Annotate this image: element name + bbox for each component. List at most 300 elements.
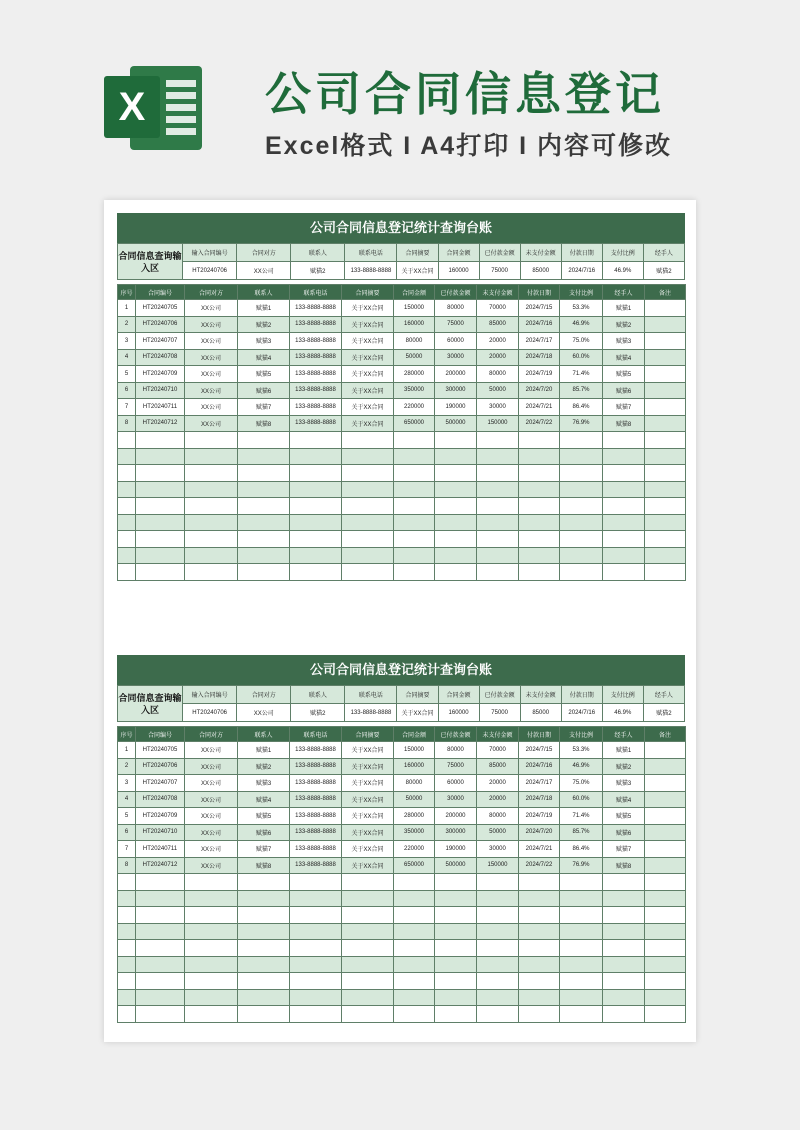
table-cell[interactable]: 关于XX合同: [342, 333, 394, 350]
empty-cell[interactable]: [136, 481, 185, 498]
empty-cell[interactable]: [645, 531, 686, 548]
empty-cell[interactable]: [342, 547, 394, 564]
query-input-cell[interactable]: HT20240706: [183, 704, 237, 722]
table-cell[interactable]: 赋猫4: [603, 349, 645, 366]
empty-cell[interactable]: [238, 531, 290, 548]
table-cell[interactable]: 53.3%: [560, 300, 603, 317]
empty-cell[interactable]: [136, 973, 185, 990]
empty-cell[interactable]: [394, 989, 435, 1006]
table-cell[interactable]: 关于XX合同: [342, 841, 394, 858]
empty-cell[interactable]: [560, 547, 603, 564]
table-cell[interactable]: 30000: [435, 791, 477, 808]
empty-cell[interactable]: [238, 989, 290, 1006]
table-cell[interactable]: XX公司: [185, 742, 238, 759]
empty-cell[interactable]: [342, 890, 394, 907]
table-cell[interactable]: 80000: [477, 366, 519, 383]
empty-cell[interactable]: [645, 481, 686, 498]
empty-cell[interactable]: [185, 940, 238, 957]
table-cell[interactable]: 关于XX合同: [342, 366, 394, 383]
table-cell[interactable]: XX公司: [185, 399, 238, 416]
empty-cell[interactable]: [435, 547, 477, 564]
empty-cell[interactable]: [603, 923, 645, 940]
empty-cell[interactable]: [477, 1006, 519, 1023]
empty-cell[interactable]: [560, 432, 603, 449]
empty-cell[interactable]: [342, 973, 394, 990]
empty-cell[interactable]: [477, 940, 519, 957]
empty-cell[interactable]: [185, 890, 238, 907]
empty-cell[interactable]: [342, 498, 394, 515]
table-cell[interactable]: 30000: [435, 349, 477, 366]
empty-cell[interactable]: [519, 1006, 560, 1023]
empty-cell[interactable]: [435, 481, 477, 498]
empty-cell[interactable]: [394, 465, 435, 482]
empty-cell[interactable]: [136, 989, 185, 1006]
table-cell[interactable]: 80000: [477, 808, 519, 825]
table-cell[interactable]: 赋猫6: [238, 382, 290, 399]
table-cell[interactable]: 76.9%: [560, 857, 603, 874]
table-cell[interactable]: 关于XX合同: [342, 382, 394, 399]
empty-cell[interactable]: [645, 547, 686, 564]
query-input-cell[interactable]: 85000: [520, 262, 561, 280]
empty-cell[interactable]: [560, 989, 603, 1006]
table-cell[interactable]: 赋猫1: [238, 300, 290, 317]
table-cell[interactable]: 赋猫3: [238, 775, 290, 792]
empty-cell[interactable]: [603, 940, 645, 957]
table-cell[interactable]: 关于XX合同: [342, 300, 394, 317]
table-cell[interactable]: 500000: [435, 415, 477, 432]
empty-cell[interactable]: [519, 531, 560, 548]
table-cell[interactable]: 85.7%: [560, 824, 603, 841]
empty-cell[interactable]: [645, 874, 686, 891]
table-cell[interactable]: 133-8888-8888: [290, 399, 342, 416]
empty-cell[interactable]: [118, 989, 136, 1006]
empty-cell[interactable]: [118, 956, 136, 973]
empty-cell[interactable]: [118, 973, 136, 990]
table-cell[interactable]: 关于XX合同: [342, 742, 394, 759]
table-cell[interactable]: [645, 808, 686, 825]
empty-cell[interactable]: [645, 923, 686, 940]
table-cell[interactable]: [645, 415, 686, 432]
empty-cell[interactable]: [118, 465, 136, 482]
empty-cell[interactable]: [238, 465, 290, 482]
table-cell[interactable]: 80000: [394, 775, 435, 792]
empty-cell[interactable]: [185, 907, 238, 924]
table-cell[interactable]: 赋猫8: [603, 857, 645, 874]
table-cell[interactable]: XX公司: [185, 791, 238, 808]
table-cell[interactable]: 2024/7/16: [519, 316, 560, 333]
empty-cell[interactable]: [290, 940, 342, 957]
table-cell[interactable]: 50000: [477, 382, 519, 399]
empty-cell[interactable]: [238, 498, 290, 515]
table-cell[interactable]: 71.4%: [560, 366, 603, 383]
empty-cell[interactable]: [394, 956, 435, 973]
empty-cell[interactable]: [603, 907, 645, 924]
query-input-cell[interactable]: 75000: [479, 262, 520, 280]
empty-cell[interactable]: [645, 465, 686, 482]
empty-cell[interactable]: [477, 432, 519, 449]
table-cell[interactable]: XX公司: [185, 382, 238, 399]
table-cell[interactable]: 85000: [477, 758, 519, 775]
empty-cell[interactable]: [394, 890, 435, 907]
empty-cell[interactable]: [238, 940, 290, 957]
empty-cell[interactable]: [136, 465, 185, 482]
table-cell[interactable]: [645, 841, 686, 858]
empty-cell[interactable]: [519, 514, 560, 531]
empty-cell[interactable]: [290, 547, 342, 564]
empty-cell[interactable]: [238, 514, 290, 531]
table-cell[interactable]: 20000: [477, 775, 519, 792]
empty-cell[interactable]: [519, 564, 560, 581]
table-cell[interactable]: 1: [118, 742, 136, 759]
empty-cell[interactable]: [435, 874, 477, 891]
empty-cell[interactable]: [342, 465, 394, 482]
table-cell[interactable]: 133-8888-8888: [290, 791, 342, 808]
empty-cell[interactable]: [435, 498, 477, 515]
empty-cell[interactable]: [645, 1006, 686, 1023]
table-cell[interactable]: 75000: [435, 316, 477, 333]
empty-cell[interactable]: [290, 432, 342, 449]
empty-cell[interactable]: [477, 956, 519, 973]
table-cell[interactable]: HT20240705: [136, 300, 185, 317]
empty-cell[interactable]: [342, 874, 394, 891]
empty-cell[interactable]: [560, 907, 603, 924]
empty-cell[interactable]: [477, 923, 519, 940]
table-cell[interactable]: 赋猫8: [238, 415, 290, 432]
empty-cell[interactable]: [118, 448, 136, 465]
table-cell[interactable]: 关于XX合同: [342, 791, 394, 808]
empty-cell[interactable]: [290, 1006, 342, 1023]
table-cell[interactable]: 133-8888-8888: [290, 333, 342, 350]
table-cell[interactable]: 赋猫4: [603, 791, 645, 808]
empty-cell[interactable]: [435, 564, 477, 581]
table-cell[interactable]: 500000: [435, 857, 477, 874]
empty-cell[interactable]: [136, 907, 185, 924]
empty-cell[interactable]: [477, 498, 519, 515]
table-cell[interactable]: 2024/7/21: [519, 399, 560, 416]
empty-cell[interactable]: [645, 432, 686, 449]
table-cell[interactable]: 赋猫8: [603, 415, 645, 432]
empty-cell[interactable]: [185, 1006, 238, 1023]
query-input-cell[interactable]: 160000: [438, 704, 479, 722]
table-cell[interactable]: 75.0%: [560, 333, 603, 350]
table-cell[interactable]: 关于XX合同: [342, 349, 394, 366]
empty-cell[interactable]: [477, 890, 519, 907]
empty-cell[interactable]: [290, 973, 342, 990]
empty-cell[interactable]: [603, 973, 645, 990]
table-cell[interactable]: 2024/7/15: [519, 300, 560, 317]
empty-cell[interactable]: [290, 448, 342, 465]
empty-cell[interactable]: [519, 448, 560, 465]
table-cell[interactable]: 2024/7/19: [519, 808, 560, 825]
table-cell[interactable]: 300000: [435, 824, 477, 841]
empty-cell[interactable]: [519, 907, 560, 924]
empty-cell[interactable]: [477, 547, 519, 564]
table-cell[interactable]: 70000: [477, 300, 519, 317]
empty-cell[interactable]: [519, 498, 560, 515]
empty-cell[interactable]: [603, 531, 645, 548]
table-cell[interactable]: HT20240708: [136, 791, 185, 808]
empty-cell[interactable]: [136, 1006, 185, 1023]
table-cell[interactable]: 60000: [435, 333, 477, 350]
table-cell[interactable]: 50000: [394, 791, 435, 808]
empty-cell[interactable]: [645, 907, 686, 924]
query-input-cell[interactable]: 赋猫2: [291, 704, 345, 722]
table-cell[interactable]: 71.4%: [560, 808, 603, 825]
empty-cell[interactable]: [560, 973, 603, 990]
table-cell[interactable]: 86.4%: [560, 399, 603, 416]
table-cell[interactable]: HT20240711: [136, 841, 185, 858]
table-cell[interactable]: 6: [118, 382, 136, 399]
empty-cell[interactable]: [394, 498, 435, 515]
query-input-cell[interactable]: 75000: [479, 704, 520, 722]
empty-cell[interactable]: [342, 956, 394, 973]
table-cell[interactable]: HT20240709: [136, 808, 185, 825]
table-cell[interactable]: [645, 824, 686, 841]
empty-cell[interactable]: [238, 956, 290, 973]
empty-cell[interactable]: [394, 448, 435, 465]
table-cell[interactable]: 赋猫5: [603, 366, 645, 383]
query-input-cell[interactable]: 关于XX合同: [397, 262, 438, 280]
empty-cell[interactable]: [603, 448, 645, 465]
table-cell[interactable]: 2024/7/20: [519, 382, 560, 399]
empty-cell[interactable]: [519, 923, 560, 940]
empty-cell[interactable]: [342, 989, 394, 1006]
empty-cell[interactable]: [342, 531, 394, 548]
table-cell[interactable]: 133-8888-8888: [290, 841, 342, 858]
empty-cell[interactable]: [238, 448, 290, 465]
table-cell[interactable]: XX公司: [185, 316, 238, 333]
table-cell[interactable]: 关于XX合同: [342, 415, 394, 432]
empty-cell[interactable]: [519, 874, 560, 891]
table-cell[interactable]: XX公司: [185, 775, 238, 792]
table-cell[interactable]: HT20240712: [136, 857, 185, 874]
query-input-cell[interactable]: 46.9%: [602, 262, 643, 280]
table-cell[interactable]: 赋猫6: [238, 824, 290, 841]
table-cell[interactable]: 80000: [394, 333, 435, 350]
table-cell[interactable]: 2024/7/18: [519, 791, 560, 808]
empty-cell[interactable]: [290, 890, 342, 907]
empty-cell[interactable]: [645, 973, 686, 990]
empty-cell[interactable]: [645, 940, 686, 957]
empty-cell[interactable]: [519, 940, 560, 957]
empty-cell[interactable]: [560, 940, 603, 957]
table-cell[interactable]: 20000: [477, 333, 519, 350]
table-cell[interactable]: 赋猫1: [603, 742, 645, 759]
table-cell[interactable]: 46.9%: [560, 758, 603, 775]
table-cell[interactable]: 3: [118, 333, 136, 350]
empty-cell[interactable]: [477, 907, 519, 924]
table-cell[interactable]: 赋猫3: [603, 333, 645, 350]
empty-cell[interactable]: [394, 923, 435, 940]
table-cell[interactable]: 20000: [477, 349, 519, 366]
table-cell[interactable]: 2024/7/19: [519, 366, 560, 383]
empty-cell[interactable]: [477, 973, 519, 990]
empty-cell[interactable]: [477, 531, 519, 548]
table-cell[interactable]: 133-8888-8888: [290, 382, 342, 399]
table-cell[interactable]: 75.0%: [560, 775, 603, 792]
table-cell[interactable]: HT20240712: [136, 415, 185, 432]
empty-cell[interactable]: [118, 481, 136, 498]
empty-cell[interactable]: [118, 923, 136, 940]
query-input-cell[interactable]: XX公司: [237, 704, 291, 722]
empty-cell[interactable]: [603, 564, 645, 581]
empty-cell[interactable]: [477, 465, 519, 482]
empty-cell[interactable]: [342, 481, 394, 498]
table-cell[interactable]: 30000: [477, 841, 519, 858]
table-cell[interactable]: 2024/7/17: [519, 333, 560, 350]
empty-cell[interactable]: [435, 923, 477, 940]
empty-cell[interactable]: [560, 890, 603, 907]
table-cell[interactable]: 赋猫3: [603, 775, 645, 792]
table-cell[interactable]: 2: [118, 758, 136, 775]
table-cell[interactable]: [645, 742, 686, 759]
empty-cell[interactable]: [136, 940, 185, 957]
empty-cell[interactable]: [238, 907, 290, 924]
empty-cell[interactable]: [290, 956, 342, 973]
table-cell[interactable]: 133-8888-8888: [290, 415, 342, 432]
empty-cell[interactable]: [645, 890, 686, 907]
table-cell[interactable]: 赋猫1: [603, 300, 645, 317]
empty-cell[interactable]: [519, 432, 560, 449]
empty-cell[interactable]: [477, 448, 519, 465]
empty-cell[interactable]: [185, 564, 238, 581]
table-cell[interactable]: 赋猫7: [603, 841, 645, 858]
table-cell[interactable]: 85.7%: [560, 382, 603, 399]
empty-cell[interactable]: [238, 923, 290, 940]
table-cell[interactable]: 200000: [435, 808, 477, 825]
empty-cell[interactable]: [560, 481, 603, 498]
table-cell[interactable]: 2024/7/22: [519, 857, 560, 874]
table-cell[interactable]: [645, 333, 686, 350]
empty-cell[interactable]: [118, 890, 136, 907]
table-cell[interactable]: 133-8888-8888: [290, 366, 342, 383]
table-cell[interactable]: HT20240706: [136, 316, 185, 333]
empty-cell[interactable]: [342, 907, 394, 924]
empty-cell[interactable]: [435, 448, 477, 465]
empty-cell[interactable]: [118, 564, 136, 581]
table-cell[interactable]: XX公司: [185, 841, 238, 858]
empty-cell[interactable]: [394, 973, 435, 990]
empty-cell[interactable]: [435, 973, 477, 990]
query-input-cell[interactable]: XX公司: [237, 262, 291, 280]
table-cell[interactable]: 80000: [435, 300, 477, 317]
empty-cell[interactable]: [394, 874, 435, 891]
table-cell[interactable]: 133-8888-8888: [290, 775, 342, 792]
empty-cell[interactable]: [118, 498, 136, 515]
table-cell[interactable]: 350000: [394, 824, 435, 841]
empty-cell[interactable]: [435, 514, 477, 531]
table-cell[interactable]: 150000: [477, 857, 519, 874]
empty-cell[interactable]: [118, 514, 136, 531]
table-cell[interactable]: 7: [118, 399, 136, 416]
empty-cell[interactable]: [477, 481, 519, 498]
empty-cell[interactable]: [238, 874, 290, 891]
empty-cell[interactable]: [136, 890, 185, 907]
empty-cell[interactable]: [185, 481, 238, 498]
empty-cell[interactable]: [519, 547, 560, 564]
empty-cell[interactable]: [185, 465, 238, 482]
empty-cell[interactable]: [603, 890, 645, 907]
empty-cell[interactable]: [435, 890, 477, 907]
table-cell[interactable]: 133-8888-8888: [290, 758, 342, 775]
table-cell[interactable]: [645, 857, 686, 874]
empty-cell[interactable]: [290, 498, 342, 515]
table-cell[interactable]: 70000: [477, 742, 519, 759]
empty-cell[interactable]: [136, 448, 185, 465]
table-cell[interactable]: 4: [118, 791, 136, 808]
empty-cell[interactable]: [603, 989, 645, 1006]
empty-cell[interactable]: [519, 890, 560, 907]
empty-cell[interactable]: [560, 514, 603, 531]
table-cell[interactable]: 赋猫6: [603, 382, 645, 399]
empty-cell[interactable]: [519, 956, 560, 973]
table-cell[interactable]: 200000: [435, 366, 477, 383]
table-cell[interactable]: 300000: [435, 382, 477, 399]
table-cell[interactable]: XX公司: [185, 808, 238, 825]
table-cell[interactable]: 30000: [477, 399, 519, 416]
table-cell[interactable]: 赋猫2: [603, 758, 645, 775]
table-cell[interactable]: 160000: [394, 758, 435, 775]
empty-cell[interactable]: [118, 940, 136, 957]
empty-cell[interactable]: [136, 498, 185, 515]
table-cell[interactable]: 赋猫6: [603, 824, 645, 841]
table-cell[interactable]: 190000: [435, 399, 477, 416]
empty-cell[interactable]: [645, 448, 686, 465]
empty-cell[interactable]: [645, 989, 686, 1006]
empty-cell[interactable]: [394, 564, 435, 581]
table-cell[interactable]: 76.9%: [560, 415, 603, 432]
empty-cell[interactable]: [136, 531, 185, 548]
table-cell[interactable]: 关于XX合同: [342, 824, 394, 841]
table-cell[interactable]: 350000: [394, 382, 435, 399]
table-cell[interactable]: HT20240710: [136, 382, 185, 399]
table-cell[interactable]: 280000: [394, 366, 435, 383]
table-cell[interactable]: 赋猫8: [238, 857, 290, 874]
empty-cell[interactable]: [136, 956, 185, 973]
empty-cell[interactable]: [603, 874, 645, 891]
empty-cell[interactable]: [342, 514, 394, 531]
table-cell[interactable]: 220000: [394, 399, 435, 416]
empty-cell[interactable]: [477, 874, 519, 891]
table-cell[interactable]: XX公司: [185, 349, 238, 366]
table-cell[interactable]: [645, 399, 686, 416]
table-cell[interactable]: 190000: [435, 841, 477, 858]
table-cell[interactable]: 650000: [394, 857, 435, 874]
empty-cell[interactable]: [238, 481, 290, 498]
empty-cell[interactable]: [560, 498, 603, 515]
empty-cell[interactable]: [603, 498, 645, 515]
empty-cell[interactable]: [394, 531, 435, 548]
empty-cell[interactable]: [238, 973, 290, 990]
empty-cell[interactable]: [342, 432, 394, 449]
empty-cell[interactable]: [290, 465, 342, 482]
query-input-cell[interactable]: 133-8888-8888: [345, 262, 397, 280]
empty-cell[interactable]: [394, 940, 435, 957]
empty-cell[interactable]: [342, 940, 394, 957]
query-input-cell[interactable]: 关于XX合同: [397, 704, 438, 722]
table-cell[interactable]: 133-8888-8888: [290, 300, 342, 317]
empty-cell[interactable]: [560, 956, 603, 973]
table-cell[interactable]: [645, 366, 686, 383]
empty-cell[interactable]: [185, 432, 238, 449]
table-cell[interactable]: 赋猫1: [238, 742, 290, 759]
table-cell[interactable]: HT20240710: [136, 824, 185, 841]
table-cell[interactable]: XX公司: [185, 857, 238, 874]
table-cell[interactable]: 60.0%: [560, 791, 603, 808]
table-cell[interactable]: 关于XX合同: [342, 808, 394, 825]
empty-cell[interactable]: [118, 547, 136, 564]
empty-cell[interactable]: [118, 874, 136, 891]
